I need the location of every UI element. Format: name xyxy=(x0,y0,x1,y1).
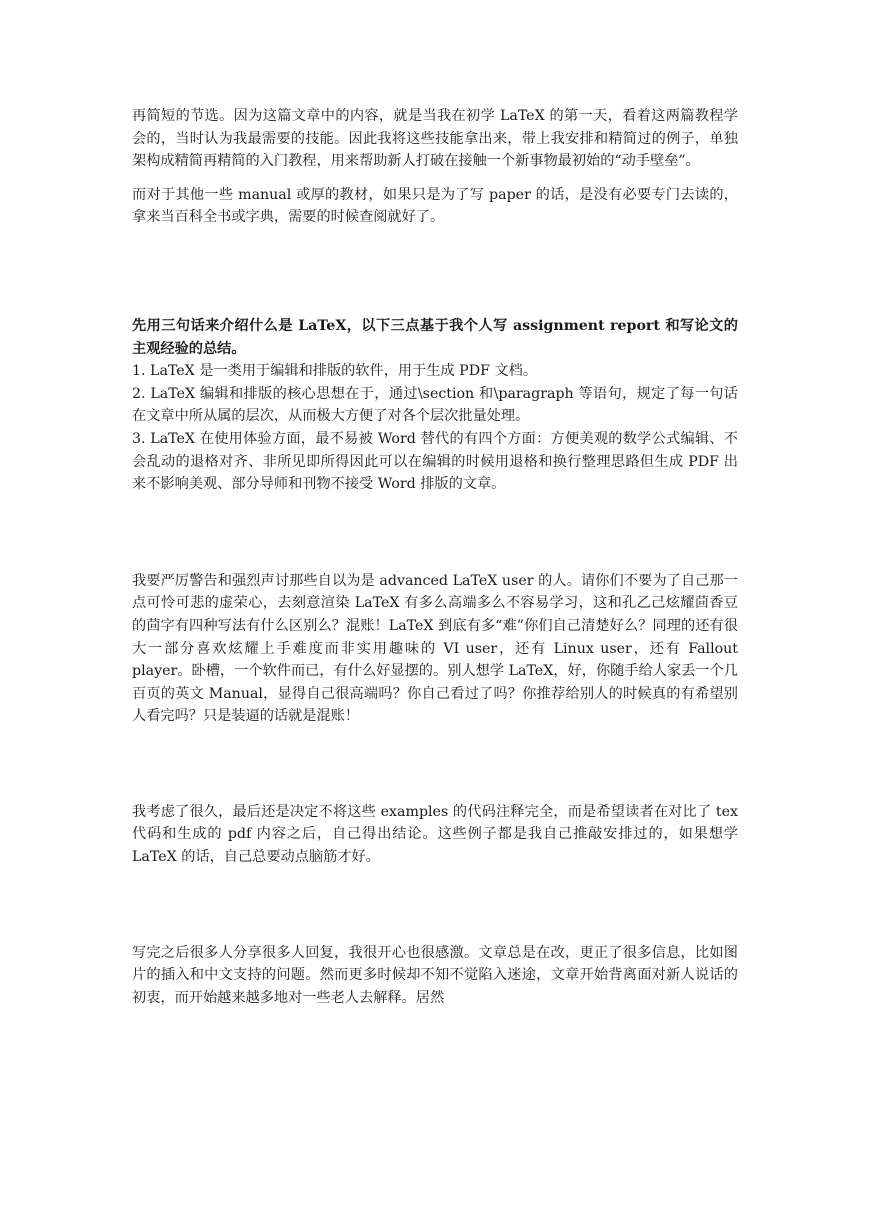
list-item-2: 2. LaTeX 编辑和排版的核心思想在于，通过\section 和\paragraph 等语句，规定了每一句话在文章中所从属的层次，从而极大方便了对各个层次批量处理。 xyxy=(132,385,738,425)
manual-paragraph: 而对于其他一些 manual 或厚的教材，如果只是为了写 paper 的话，是没有必要专门去读的，拿来当百科全书或字典，需要的时候查阅就好了。 xyxy=(132,186,738,226)
intro-paragraph: 再简短的节选。因为这篇文章中的内容，就是当我在初学 LaTeX 的第一天，看着这两篇教程学会的，当时认为我最需要的技能。因此我将这些技能拿出来，带上我安排和精简过的例子，单独架构成精简再精简的入门教程，用来帮助新人打破在接触一个新事物最初始的“动手壁垒”。 xyxy=(132,108,738,170)
list-item-3: 3. LaTeX 在使用体验方面，最不易被 Word 替代的有四个方面：方便美观的数学公式编辑、不会乱动的退格对齐、非所见即所得因此可以在编辑的时候用退格和换行整理思路但生成 PDF 出来不影响美观、部分导师和刊物不接受 Word 排版的文章。 xyxy=(132,430,738,493)
latex-intro-section xyxy=(132,315,738,496)
document-page xyxy=(132,105,738,1009)
list-item-1: 1. LaTeX 是一类用于编辑和排版的软件，用于生成 PDF 文档。 xyxy=(132,363,538,380)
afterword-paragraph: 写完之后很多人分享很多人回复，我很开心也很感激。文章总是在改，更正了很多信息，比如图片的插入和中文支持的问题。然而更多时候却不知不觉陷入迷途，文章开始背离面对新人说话的初衷，而开始越来越多地对一些老人去解释。居然 xyxy=(132,944,738,1006)
section-heading: 先用三句话来介绍什么是 LaTeX，以下三点基于我个人写 assignment report 和写论文的主观经验的总结。 xyxy=(132,317,738,357)
examples-paragraph: 我考虑了很久，最后还是决定不将这些 examples 的代码注释完全，而是希望读者在对比了 tex 代码和生成的 pdf 内容之后，自己得出结论。这些例子都是我自己推敲安排过的，如果想学 LaTeX 的话，自己总要动点脑筋才好。 xyxy=(132,803,738,866)
warning-paragraph: 我要严厉警告和强烈声讨那些自以为是 advanced LaTeX user 的人。请你们不要为了自己那一点可怜可悲的虚荣心，去刻意渲染 LaTeX 有多么高端多么不容易学习，这和孔乙己炫耀茴香豆的茴字有四种写法有什么区别么？混账！LaTeX 到底有多“难”你们自己清楚好么？同理的还有很大一部分喜欢炫耀上手难度而非实用趣味的 VI user，还有 Linux user，还有 Fallout player。卧槽，一个软件而已，有什么好显摆的。别人想学 LaTeX，好，你随手给人家丢一个几百页的英文 Manual，显得自己很高端吗？你自己看过了吗？你推荐给别人的时候真的有希望别人看完吗？只是装逼的话就是混账！ xyxy=(132,572,738,725)
